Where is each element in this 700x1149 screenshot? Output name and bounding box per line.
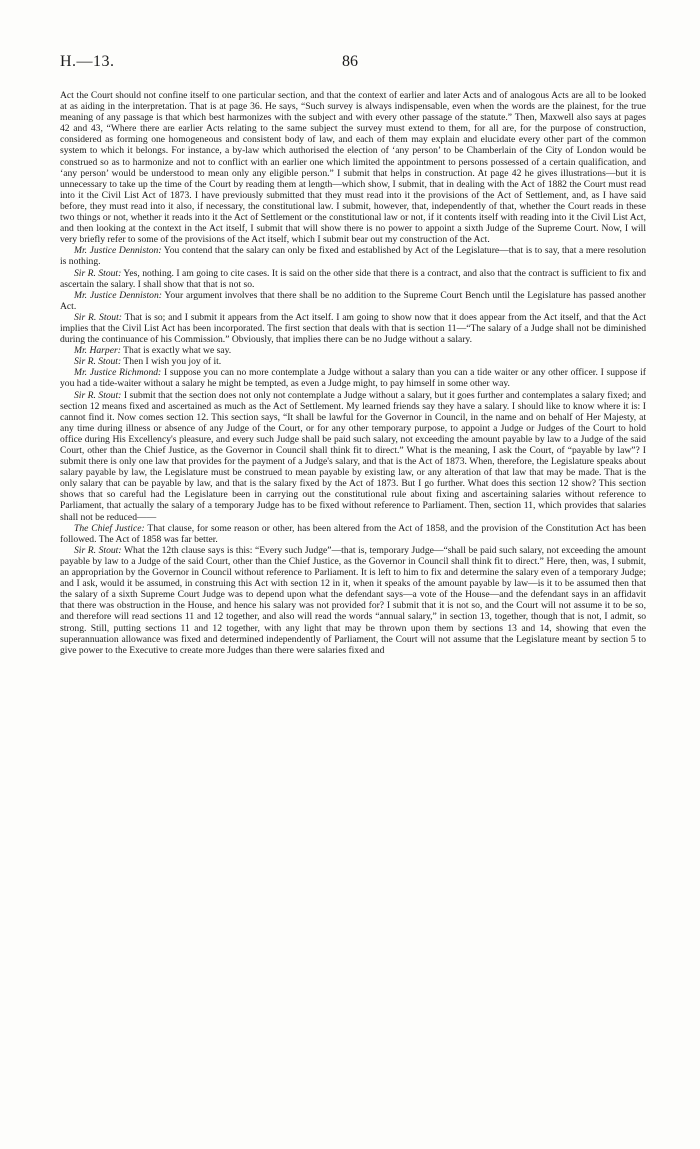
speaker-name: Sir R. Stout: — [74, 267, 122, 279]
speaker-name: The Chief Justice: — [74, 522, 145, 534]
speaker-name: Sir R. Stout: — [74, 389, 122, 401]
paragraph — [60, 523, 646, 545]
paragraph — [60, 390, 646, 523]
paragraph-text: Act the Court should not confine itself to one particular section, and that the context of earlier and later Acts and of analogous Acts are all to be looked at as aiding in the interpretation. That is at page 36. He says, “Such survey is always indispensable, even when the words are the plainest, for the true meaning of any passage is that which best harmonizes with the subject and with every other passage of the statute.” Then, Maxwell also says at pages 42 and 43, “Where there are earlier Acts relating to the same subject the survey must extend to them, for all are, for the purpose of construction, considered as forming one homogeneous and consistent body of law, and each of them may explain and elucidate every other part of the common system to which it belongs. For instance, a by-law which authorised the election of ‘any person’ to be Chamberlain of the City of London would be construed so as to harmonize and not to conflict with an earlier one which limited the appointment to persons possessed of a certain qualification, and ‘any person’ would be understood to mean only any eligible person.” I submit that helps in construction. At page 42 he gives illustrations—but it is unnecessary to take up the time of the Court by reading them at length—which show, I submit, that in dealing with the Act of 1882 the Court must read into it the Civil List Act of 1873. I have previously submitted that they must read into it the provisions of the Act of Settlement, and, as I have said before, they must read into it also, if necessary, the constitutional law. I submit, however, that, independently of that, whether the Court reads in these two things or not, whether it reads into it the Act of Settlement or the constitutional law or not, if it contents itself with reading into it the Civil List Act, and then looking at the context in the Act itself, I submit that will show there is no power to appoint a sixth Judge of the Supreme Court. Now, I will very briefly refer to some of the provisions of the Act itself, which I submit bear out my construction of the Act. — [60, 90, 646, 246]
paragraph-text: Your argument involves that there shall be no addition to the Supreme Court Bench until the Legislature has passed another Act. — [60, 289, 646, 312]
paragraph-text: You contend that the salary can only be fixed and established by Act of the Legislature—that is to say, that a mere resolution is nothing. — [60, 245, 646, 268]
paragraph — [60, 90, 646, 245]
page-number: 86 — [342, 53, 358, 70]
speaker-name: Mr. Justice Richmond: — [74, 367, 162, 379]
paragraph — [60, 290, 646, 312]
page-header — [60, 53, 640, 73]
body-text — [60, 90, 646, 656]
speaker-name: Sir R. Stout: — [74, 356, 122, 368]
paragraph-text: Yes, nothing. I am going to cite cases. It is said on the other side that there is a contract, and also that the contract is sufficient to fix and ascertain the salary. I shall show that that is not so. — [60, 267, 646, 290]
paragraph-text: I submit that the section does not only not contemplate a Judge without a salary, but it goes further and contemplates a salary fixed; and section 12 means fixed and ascertained as much as the Act of Settlement. My learned friends say they have a salary. I should like to know where it is: I cannot find it. Now comes section 12. This section says, “It shall be lawful for the Governor in Council, in the name and on behalf of Her Majesty, at any time during illness or absence of any Judge of the Court, or for any other temporary purpose, to appoint a Judge or Judges of the Court to hold office during His Excellency's pleasure, and every such Judge shall be paid such salary, not exceeding the amount payable by law to a Judge of the said Court, other than the Chief Justice, as the Governor in Council shall think fit to direct.” What is the meaning, I ask the Court, of “payable by law”? I submit there is only one law that provides for the payment of a Judge's salary, and that is the Act of 1873. When, therefore, the Legislature speaks about salary payable by law, the Legislature must be construed to mean payable by existing law, or any alteration of that law that may be made. That is the only salary that can be payable by law, and that is the salary fixed by the Act of 1873. But I go further. What does this section 12 show? This section shows that so careful had the Legislature been in carrying out the constitutional rule about fixing and ascertaining salaries without reference to Parliament, that actually the salary of a temporary Judge has to be fixed without reference to Parliament. Then, section 11, which provides that salaries shall not be reduced—— — [60, 389, 646, 523]
paragraph-text: That is exactly what we say. — [123, 345, 232, 357]
paragraph — [60, 268, 646, 290]
paragraph — [60, 245, 646, 267]
paragraph — [60, 356, 646, 367]
speaker-name: Mr. Harper: — [74, 345, 121, 357]
speaker-name: Mr. Justice Denniston: — [74, 289, 162, 301]
paragraph — [60, 367, 646, 389]
paragraph-text: What the 12th clause says is this: “Every such Judge”—that is, temporary Judge—“shall be paid such salary, not exceeding the amount payable by law to a Judge of the said Court, other than the Chief Justice, as the Governor in Council shall think fit to direct.” Here, then, was, I submit, an appropriation by the Governor in Council without reference to Parliament. It is left to him to fix and determine the salary even of a temporary Judge; and I ask, would it be assumed, in construing this Act with section 12 in it, when it speaks of the amount payable by law—is it to be assumed then that the salary of a sixth Supreme Court Judge was to depend upon what the defendant says—a vote of the House—and the defendant says in an affidavit that there was obstruction in the House, and hence his salary was not provided for? I submit that it is not so, and the Court will not assume it to be so, and therefore will read sections 11 and 12 together, and also will read the words “annual salary,” in section 13, together, though that is not, I admit, so strong. Still, putting sections 11 and 12 together, with any light that may be thrown upon them by sections 13 and 14, showing that even the superannuation allowance was fixed and determined independently of Parliament, the Court will not assume that the Legislature meant by section 5 to give power to the Executive to create more Judges than there were salaries fixed and — [60, 544, 647, 656]
paragraph — [60, 545, 646, 656]
paragraph-text: That is so; and I submit it appears from the Act itself. I am going to show now that it does appear from the Act itself, and that the Act implies that the Civil List Act has been incorporated. The first section that deals with that is section 11—“The salary of a Judge shall not be diminished during the continuance of his Commission.” Obviously, that implies there can be no Judge without a salary. — [60, 311, 647, 346]
paragraph-text: That clause, for some reason or other, has been altered from the Act of 1858, and the provision of the Constitution Act has been followed. The Act of 1858 was far better. — [60, 522, 646, 545]
paragraph-text: I suppose you can no more contemplate a Judge without a salary than you can a tide waiter or any other officer. I suppose if you had a tide-waiter without a salary he might be tempted, as even a Judge might, to pay himself in some other way. — [60, 367, 646, 390]
paragraph-text: Then I wish you joy of it. — [123, 356, 222, 368]
speaker-name: Sir R. Stout: — [74, 544, 122, 556]
paragraph — [60, 345, 646, 356]
paragraph — [60, 312, 646, 345]
speaker-name: Mr. Justice Denniston: — [74, 245, 162, 257]
document-reference: H.—13. — [60, 53, 115, 70]
speaker-name: Sir R. Stout: — [74, 311, 122, 323]
